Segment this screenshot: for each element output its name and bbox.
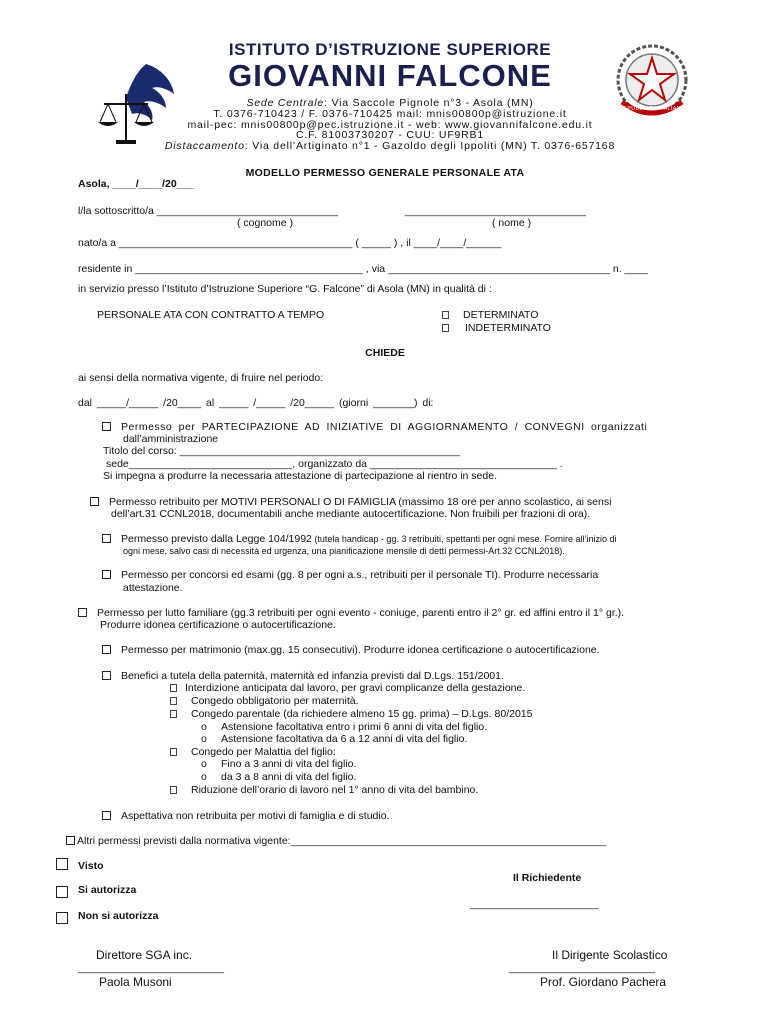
option-indeterminato[interactable] [442, 322, 551, 335]
opt8-text: Aspettativa non retribuita per motivi di famiglia e di studio. [121, 810, 390, 822]
sede-text: : Via Saccole Pignole n°3 - Asola (MN) [324, 97, 534, 109]
sub-congedo-obbligatorio[interactable] [170, 695, 359, 708]
form-title: MODELLO PERMESSO GENERALE PERSONALE ATA [245, 167, 525, 179]
opt9-text[interactable]: Altri permessi previsti dalla normativa vigente:______________________________________________________ [77, 835, 606, 847]
visto-option[interactable] [56, 857, 104, 875]
dsga-title: Direttore SGA inc. [96, 948, 193, 962]
distaccamento-line [130, 140, 650, 152]
riduzione-checkbox[interactable] [170, 786, 177, 794]
sub-congedo-parentale[interactable] [170, 708, 532, 721]
nome-label: ( nome ) [492, 217, 532, 229]
cognome-label: ( cognome ) [237, 217, 294, 229]
distaccamento-label: Distaccamento [164, 140, 245, 152]
sub3-text: Congedo parentale (da richiedere almeno 15 gg. prima) – D.Lgs. 80/2015 [191, 708, 533, 720]
opt7-text: Benefici a tutela della paternità, maternità ed infanzia previsti dal D.Lgs. 151/2001. [121, 670, 504, 682]
normativa-text: ai sensi della normativa vigente, di fruire nel periodo: [78, 372, 324, 384]
indeterminato-checkbox[interactable] [442, 324, 449, 332]
option-concorsi[interactable] [102, 569, 692, 582]
institute-title-line2: GIOVANNI FALCONE [228, 58, 552, 93]
opt4-line1: Permesso per concorsi ed esami (gg. 8 per ogni a.s., retribuiti per il personale TI). Produrre necessaria [121, 569, 599, 581]
option-altri-permessi[interactable] [66, 835, 606, 848]
institute-title-line1: ISTITUTO D’ISTRUZIONE SUPERIORE [228, 40, 552, 59]
determinato-checkbox[interactable] [442, 311, 449, 319]
option-aspettativa[interactable] [102, 810, 389, 823]
congedo-parentale-checkbox[interactable] [170, 710, 177, 718]
dsga-name: Paola Musoni [99, 975, 172, 989]
circle-bullet-icon[interactable]: o [201, 758, 207, 770]
opt1-line2: dall’amministrazione [123, 433, 219, 445]
opt3-small: (tutela handicap - gg. 3 retribuiti, spettanti per ogni mese. Fornire all’inizio di [311, 534, 617, 544]
sub2-text: Congedo obbligatorio per maternità. [191, 695, 359, 707]
personale-ata-text: PERSONALE ATA CON CONTRATTO A TEMPO [97, 309, 325, 321]
ds-signature-line[interactable]: _________________________ [509, 962, 655, 974]
sub5-text: Riduzione dell’orario di lavoro nel 1° anno di vita del bambino. [191, 784, 479, 796]
periodo-field[interactable]: dal _____/_____ /20____ al _____ /_____ /20_____ (giorni _______) di: [78, 397, 434, 409]
sottoscritto-field[interactable]: l/la sottoscritto/a _______________________________ [78, 205, 338, 217]
altri-permessi-checkbox[interactable] [66, 836, 75, 845]
sub4b-text: da 3 a 8 anni di vita del figlio. [221, 771, 357, 783]
indeterminato-label: INDETERMINATO [465, 322, 551, 334]
circle-bullet-icon[interactable]: o [201, 771, 207, 783]
si-autorizza-checkbox[interactable] [56, 886, 68, 898]
sub4a-text: Fino a 3 anni di vita del figlio. [221, 758, 357, 770]
opt3-main: Permesso previsto dalla Legge 104/1992 [121, 533, 312, 545]
benefici-checkbox[interactable] [102, 671, 111, 680]
ds-name: Prof. Giordano Pachera [540, 975, 667, 989]
richiedente-label: Il Richiedente [513, 872, 582, 884]
nato-field[interactable]: nato/a a ________________________________________ ( _____ ) , il ____/____/______ [78, 237, 502, 249]
legge-104-checkbox[interactable] [102, 534, 111, 543]
sub-malattia-8[interactable] [201, 771, 356, 784]
aspettativa-checkbox[interactable] [102, 811, 111, 820]
sub3a-text: Astensione facoltativa entro i primi 6 anni di vita del figlio. [221, 721, 488, 733]
circle-bullet-icon[interactable]: o [201, 721, 207, 733]
non-autorizza-option[interactable] [56, 910, 159, 929]
opt6-text: Permesso per matrimonio (max.gg. 15 consecutivi). Produrre idonea certificazione o autocertificazione. [121, 644, 600, 656]
determinato-label: DETERMINATO [463, 309, 539, 321]
sub4-text: Congedo per Malattia del figlio: [191, 746, 336, 758]
opt4-line2: attestazione. [123, 582, 183, 594]
sub-astensione-12[interactable] [201, 733, 467, 746]
circle-bullet-icon[interactable]: o [201, 733, 207, 745]
chiede-heading: CHIEDE [365, 347, 405, 359]
servizio-text: in servizio presso l’Istituto d’Istruzione Superiore “G. Falcone” di Asola (MN) in qualità di : [78, 283, 492, 295]
visto-label: Visto [78, 860, 104, 872]
opt1-line5: Si impegna a produrre la necessaria attestazione di partecipazione al rientro in sede. [103, 470, 497, 482]
opt2-line2: dell’art.31 CCNL2018, documentabili anche mediante autocertificazione. Non fruibili per frazioni di ora). [111, 508, 591, 520]
interdizione-checkbox[interactable] [170, 684, 177, 692]
place-date-field[interactable]: Asola, ____/____/20___ [78, 178, 195, 190]
cf-line: C.F. 81003730207 - CUU: UF9RB1 [296, 129, 484, 141]
sub3b-text: Astensione facoltativa da 6 a 12 anni di vita del figlio. [221, 733, 468, 745]
option-matrimonio[interactable] [102, 644, 600, 657]
sub-interdizione[interactable] [170, 682, 525, 695]
sede-label: Sede Centrale [246, 97, 325, 109]
si-autorizza-label: Si autorizza [78, 884, 137, 896]
opt5-line1: Permesso per lutto familiare (gg.3 retribuiti per ogni evento - coniuge, parenti entro il 2° gr. ed affini entro il 1° gr.). [97, 607, 625, 619]
nome-field[interactable]: _______________________________ [405, 205, 587, 217]
visto-checkbox[interactable] [56, 858, 68, 870]
opt2-line1: Permesso retribuito per MOTIVI PERSONALI O DI FAMIGLIA (massimo 18 ore per anno scolastico, ai sensi [109, 496, 612, 508]
distaccamento-text: : Via dell’Artiginato n°1 - Gazoldo degli Ippoliti (MN) T. 0376-657168 [244, 140, 616, 152]
si-autorizza-option[interactable] [56, 884, 137, 903]
lutto-checkbox[interactable] [78, 608, 87, 617]
richiedente-signature-line[interactable]: ______________________ [470, 898, 599, 910]
opt5-line2: Produrre idonea certificazione o autocertificazione. [100, 619, 336, 631]
titolo-corso-field[interactable]: Titolo del corso: ________________________________________________ [103, 445, 460, 457]
motivi-personali-checkbox[interactable] [90, 497, 99, 506]
congedo-obbligatorio-checkbox[interactable] [170, 697, 177, 705]
pec-line: mail-pec: mnis00800p@pec.istruzione.it - web: www.giovannifalcone.edu.it [187, 119, 593, 131]
sub-riduzione[interactable] [170, 784, 478, 797]
matrimonio-checkbox[interactable] [102, 645, 111, 654]
contacts-line: T. 0376-710423 / F. 0376-710425 mail: mnis00800p@istruzione.it [213, 108, 567, 120]
sub-malattia-3[interactable] [201, 758, 356, 771]
residente-field[interactable]: residente in _______________________________________ , via ______________________________________ n. ____ [78, 263, 648, 275]
sede-organizzato-field[interactable]: sede____________________________, organizzato da ________________________________ . [106, 458, 563, 470]
dsga-signature-line[interactable]: _________________________ [78, 962, 224, 974]
non-autorizza-label: Non si autorizza [78, 910, 159, 922]
malattia-checkbox[interactable] [170, 748, 177, 756]
opt3-line2: ogni mese, salvo casi di necessità ed urgenza, una pianificazione mensile di detti permessi-Art.32 CCNL2018). [123, 546, 565, 556]
opt1-line1: Permesso per PARTECIPAZIONE AD INIZIATIVE DI AGGIORNAMENTO / CONVEGNI organizzati [121, 421, 648, 433]
italian-republic-emblem [612, 40, 692, 124]
aggiornamento-checkbox[interactable] [102, 422, 111, 431]
concorsi-checkbox[interactable] [102, 570, 111, 579]
emblem-caption: REPUBBLICA ITALIANA [619, 106, 685, 112]
ds-title: Il Dirigente Scolastico [552, 948, 668, 962]
option-determinato[interactable] [442, 309, 538, 322]
non-autorizza-checkbox[interactable] [56, 912, 68, 924]
sub1-text: Interdizione anticipata dal lavoro, per gravi complicanze della gestazione. [185, 682, 526, 694]
